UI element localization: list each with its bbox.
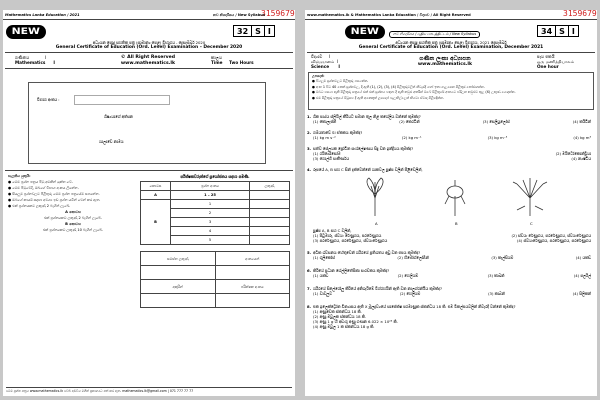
code-part: I (267, 26, 271, 36)
marks-title: පරීක්ෂකවරුන්ගේ ප්‍රයෝජනය සඳහා පමණි. (180, 174, 250, 179)
left-rights: © All Right Reserved www.mathematics.lk (120, 55, 176, 66)
option[interactable]: (2) හෙලියම් (397, 273, 419, 278)
right-instructions-box: උපදෙස්: ● සියලුම ප්‍රශ්නවලට පිළිතුරු සපයන්න. ● අංක 1 සිට 40 තෙක් ප්‍රශ්නවල, දී ඇති (1), (2), (3), (4) පිළිතුරුවලින් නිවැරදි හෝ ඉතා ගැලපෙන පිළිතුර තෝරාගන්න. ● ඔබට සපයා ඇති පිළිතුරු පත්‍රයේ එක් එක් ප්‍රශ්නය සඳහා දී ඇති කවුළු අතරින් ඔබේ පිළිතුරේ අංකයට සරිලන කවුළුව තුළ (X) ලකුණ යොදන්න. ● එම පිළිතුරු පත්‍රයේ පිටුපස දී ඇති අනෙකුත් උපදෙස් සැලකිල්ලෙන් කියවා ඒවාද පිළිපදින්න. (308, 72, 594, 110)
marks-row: B 1 (141, 200, 290, 209)
question-2: 2. ගම්යතාවේ SI ඒකකය කුමක්ද? (1) kg m s⁻² (2) kg m⁻¹ (3) kg m⁻³ (4) kg m³ (307, 130, 591, 140)
right-time: පැය එකයි ஒரு மணித்தியாலம் One hour (537, 54, 575, 69)
question-4-options: පුෂ්ප A, B සහ C වලින්, (1) පිටුමාරු, ස්වයං රේණුගය, පරරේණුගය (2) ස්වයං රේණුගය, පරරේණුගය, ස්වයංරේණුගය (3) පරරේණුගය, පරරේණුගය, ස්වයංරේණුගය (4) ස්වයංරේණුගය, පරරේණුගය, පරරේණුගය (313, 228, 591, 243)
question-7: 7. ශරීරයේ සිලේරෝලු කිරියේ අනිශැරීමේ විග්රහයින් ඇති වන නාලග්රන්ථිය කුමක්ද? (1) වාවලුව (2) හෙලියම් (3) කාබන් (4) සිලිකන් (307, 286, 591, 296)
option[interactable]: (2) අණු මවුලක ස්කන්ධය 18 කි. (313, 314, 367, 319)
question-5: 5. අධික ශ්වසනය හේතුවෙන් ශරීරයේ ප්‍රතිශතය අඩු වන එපය කුමක්ද? (1) ගුලිකෝස් (2) හීමෝග්ලෝබින් (3) කැල්සියම් (4) යකඩ් (307, 250, 591, 260)
option[interactable]: (4) ස්වයංරේණුගය, පරරේණුගය, පරරේණුගය (516, 238, 591, 243)
option[interactable]: (3) ගොල්ගි සංකීර්ණය (313, 156, 350, 161)
right-paper-code (537, 25, 579, 37)
option[interactable]: (2) කෙරටින් (399, 119, 420, 124)
option[interactable]: (1) kg m s⁻² (313, 135, 336, 140)
marks-table-area (140, 174, 290, 308)
option[interactable]: (4) න්‍යෂ්ටිය (571, 156, 591, 161)
marks-row: 3 (141, 218, 290, 227)
instructions-list: සැලකිය යුතුයි: ● මෙම ප්‍රශ්න පත්‍රය පිටු අටකින් යුක්ත වේ. ● මෙම පිටුවේදී, ඔබගේ විභාග අංකය ලියන්න. ● සියලුම ප්‍රශ්නවලට පිළිතුරු මෙම ප්‍රශ්න පත්‍රයේම සපයන්න. ● ඔබගේ කාර්ය සඳහා අවශ්‍ය ඉඩ ප්‍රශ්න යටින් වෙන් කර ඇත. ● එක් ප්‍රශ්නයකට ලකුණු 2 බැගින් ලැබේ. A කොටස එක් ප්‍රශ්නයකට ලකුණු 2 බැගින් ලැබේ. B කොටස එක් ප්‍රශ්නයකට ලකුණු 10 බැගින් ලැබේ. (8, 174, 104, 232)
flower-b-icon (445, 180, 465, 216)
left-exam-page (3, 10, 295, 396)
left-header (3, 13, 295, 20)
index-number-label: විභාග අංකය : (37, 97, 60, 102)
option[interactable]: (1) යකඩ් (313, 273, 329, 278)
question-6: 6. කිරියේ ප්‍රධාන ශේල්ලීතේසිකා සංරචකය කුමක්ද? (1) යකඩ් (2) හෙලියම් (3) කාබන් (4) පලරිල් (307, 268, 591, 278)
marks-table (140, 181, 290, 245)
left-header-syllabus: නව නිර්දේශය / New Syllabus (213, 13, 265, 17)
option[interactable]: (3) kg m⁻³ (487, 135, 508, 140)
index-number-field[interactable] (74, 95, 170, 105)
option[interactable]: (1) වාවලුව (313, 291, 332, 296)
total-label-2: අංකයෙන් (215, 252, 290, 266)
right-exam-page (305, 10, 597, 396)
fig-label-c: C (530, 221, 533, 226)
flower-a-icon (367, 178, 383, 216)
right-id-number: 3159679 (563, 10, 597, 18)
code-part: I (571, 26, 575, 36)
left-id-number: 3159679 (261, 10, 295, 18)
totals-table (140, 251, 290, 308)
right-subject: විද්‍යාව I விஞ்ஞானம் I Science I (311, 54, 340, 69)
option[interactable]: (1) රයිබෝසෝම (313, 151, 341, 156)
right-brand: ගණිත ලංකා අධ්‍යාපන www.mathematics.lk (417, 56, 473, 67)
option[interactable]: (3) පරරේණුගය, පරරේණුගය, ස්වයංරේණුගය (313, 238, 388, 243)
total-label-1: සමස්ත ලකුණු (141, 252, 216, 266)
right-exam-title: අධ්‍යයන පොදු සහතික පත්‍ර (සාමාන්‍ය පෙළ) විභාගය, 2021 දෙසැම්බර් General Certificate of Education (Ord. Level) Examination, December 2021 (358, 40, 544, 50)
option[interactable]: (1) පිටුමාරු, ස්වයං රේණුගය, පරරේණුගය (313, 233, 382, 238)
option[interactable]: (3) අණු 1 g හි අඩංගු අණු ගණන 6.022 × 10²³ කි. (313, 319, 398, 324)
option[interactable]: (4) kg m³ (573, 135, 591, 140)
left-footer: මෙම ප්‍රශ්න පත්‍රය www.mathematics.lk වෙබ් අඩවිය මගින් ප්‍රකාශයට පත් කර ඇත. mathematics.lk@gmail.com | 071 777 77 77 (6, 387, 292, 393)
option[interactable]: (4) අණු මවුල 1 ක ස්කන්ධය 18 g කි. (313, 324, 375, 329)
code-number: 32 (234, 26, 252, 36)
left-exam-title (3, 40, 295, 50)
exam-title-si: අධ්‍යයන පොදු සහතික පත්‍ර (සාමාන්‍ය පෙළ) විභාගය - දෙසැම්බර් 2020 (92, 40, 206, 45)
supervisor-label: ශාලාවේ නාමය (99, 139, 124, 144)
option[interactable]: (1) කොලැජන් (313, 119, 337, 124)
syllabus-pill: නව නිර්දේශය / புதிய பாடத்திட்டம் / New Syllabus (389, 31, 480, 38)
left-time: කාලය Time Two Hours (211, 55, 254, 65)
right-header (305, 13, 597, 20)
option[interactable]: (2) මයිටෝකොන්ඩ්‍රියා (555, 151, 591, 156)
code-medium: S (252, 26, 265, 36)
question-1: 1. ශික පාඨ්ය ස්ලියිල් කීරියට සමාන තුල නිළ කශේලිය වන්නේ කුමක්ද? (1) කොලැජන් (2) කෙරටින් (3) සෙලියුලෝස් (4) කයිටින් (307, 114, 591, 124)
flower-c-icon (513, 178, 547, 216)
new-badge: NEW (6, 25, 46, 39)
candidate-details-box (28, 82, 266, 164)
marks-head-row: කොටස ප්‍රශ්න අංකය ලකුණු (141, 182, 290, 191)
question-8: 8. එක ඉලෙක්ට්‍රෝන වින්‍යාසය ඇති X මූලද්‍රව්‍යයේ සාපේක්ෂ පරමාණුක ස්කන්ධය 18 කි. එම විකල්පයවලින් නිවැරදි වන්නේ කුමක්ද? (1) අණුවෙක ස්කන්ධය 18 කි. (2) අණු මවුලක ස්කන්ධය 18 කි. (3) අණු 1 g හි අඩංගු අණු ගණන 6.022 × 10²³ කි. (4) අණු මවුල 1 ක ස්කන්ධය 18 g කි. (313, 304, 591, 329)
left-header-org: Mathematics Lanka Education / 2021 (5, 13, 80, 17)
question-3: 3. සත්ව සේලයක ප්‍රෝටීන සංශ්ලේෂණය සිදු වන ඉන්ද්‍රියය කුමක්ද? (1) රයිබෝසෝම (2) මයිටෝකොන්ඩ්‍රියා (3) ගොල්ගි සංකීර්ණය (4) න්‍යෂ්ටිය (307, 146, 591, 161)
option[interactable]: (4) පලරිල් (573, 273, 591, 278)
right-header-org: www.mathematics.lk & Mathematics Lanka Education / විද්‍යාව / All Right Reserved (307, 13, 471, 17)
exam-title-en: General Certificate of Education (Ord. Level) Examination – December 2020 (55, 45, 243, 50)
total-label-4: පරීක්ෂක අංකය (215, 280, 290, 294)
question-4: 4. රූපයේ A, B සහ C සින් දැක්වෙන්නේ ශාකවල පුෂ්ප වලින් පිළිවෙලින්, (307, 167, 423, 172)
flower-figures (345, 176, 565, 222)
option[interactable]: (4) කයිටින් (572, 119, 591, 124)
option[interactable]: (2) හීමෝග්ලෝබින් (397, 255, 429, 260)
option[interactable]: (2) ස්වයං රේණුගය, පරරේණුගය, ස්වයංරේණුගය (511, 233, 591, 238)
marks-row: 2 (141, 209, 290, 218)
code-medium: S (556, 26, 569, 36)
left-subject: ගණිතය I Mathematics I (15, 55, 55, 65)
option[interactable]: (3) සෙලියුලෝස් (482, 119, 510, 124)
marks-row: A 1 – 25 (141, 191, 290, 200)
new-badge-right: NEW (345, 25, 385, 39)
left-paper-code (233, 25, 275, 37)
option[interactable]: (3) කාබන් (487, 273, 505, 278)
option[interactable]: (3) කාබන් (488, 291, 505, 296)
marks-row: 5 (141, 236, 290, 245)
option[interactable]: (2) kg m⁻¹ (401, 135, 422, 140)
total-label-3: අකුරින් (141, 280, 216, 294)
option[interactable]: (1) ගුලිකෝස් (313, 255, 335, 260)
option[interactable]: (1) අණුවෙක ස්කන්ධය 18 කි. (313, 309, 362, 314)
option[interactable]: (4) යකඩ් (575, 255, 591, 260)
sign-label: ශිෂ්‍යයාගේ අත්සන (104, 114, 133, 119)
option[interactable]: (2) හෙලියම් (399, 291, 421, 296)
fig-label-b: B (455, 221, 458, 226)
option[interactable]: (3) කැල්සියම් (491, 255, 514, 260)
fig-label-a: A (375, 221, 378, 226)
marks-row: 4 (141, 227, 290, 236)
option[interactable]: (4) සිලිකන් (572, 291, 591, 296)
code-number: 34 (538, 26, 556, 36)
